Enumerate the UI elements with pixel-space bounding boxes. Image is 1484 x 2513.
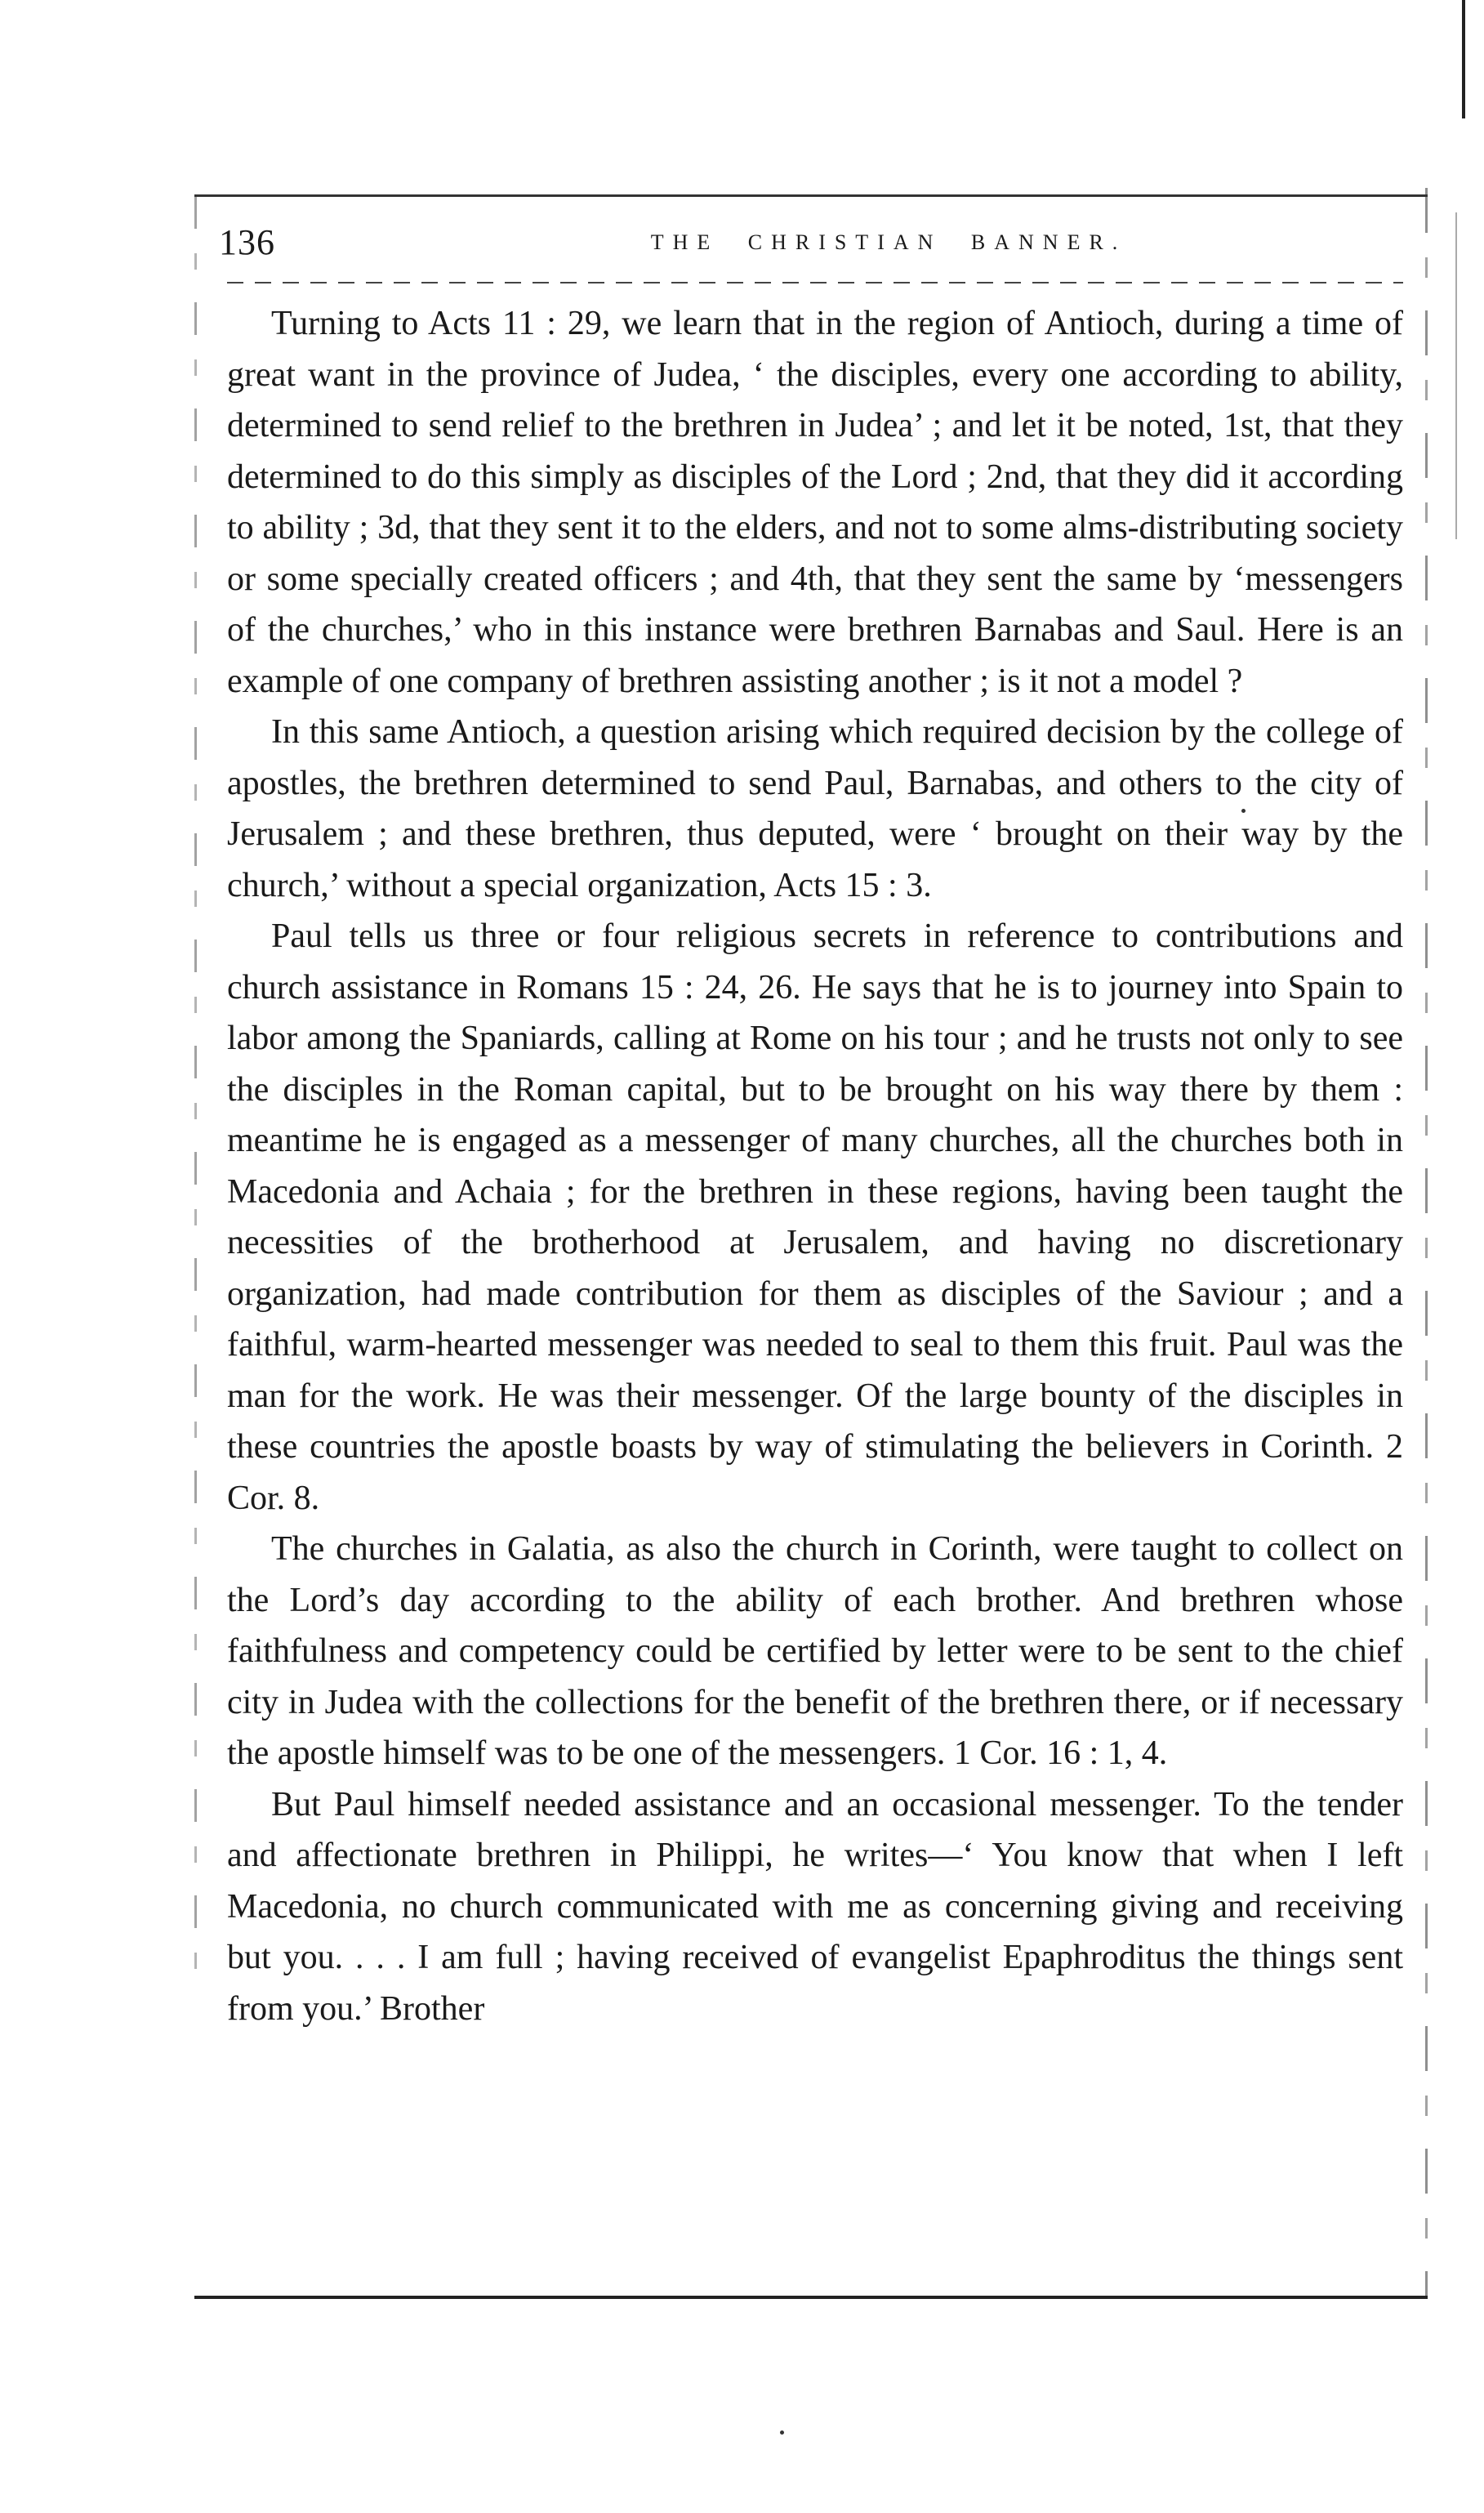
scan-edge-mark: [1462, 0, 1465, 118]
paragraph-galatia: The churches in Galatia, as also the church in Corinth, were taught to collect on the Lord’s day according to the ability of each brother. And brethren whose faithfulness and competency could be certified by letter were to be sent to the chief city in Judea with the collections for the benefit of the brethren there, or if necessary the apostle himself was to be one of the messengers. 1 Cor. 16 : 1, 4.: [227, 1530, 1403, 1772]
paragraph-philippi: But Paul himself needed assistance and an occasional messenger. To the tender and affectionate brethren in Philippi, he writes—‘ You know that when I left Macedonia, no church communicated with me as concerning giving and receiving but you. . . . I am full ; having received of evangelist Epaphroditus the things sent from you.’ Brother: [227, 1785, 1403, 2028]
paragraph-romans-15: Paul tells us three or four religious secrets in reference to contributions and church assistance in Romans 15 : 24, 26. He says that he is to journey into Spain to labor among the Spaniards, calling at Rome on his tour ; and he trusts not only to see the disciples in the Roman capital, but to be brought on his way there by them : meantime he is engaged as a messenger of many churches, all the churches both in Macedonia and Achaia ; for the brethren in these regions, having been taught the necessities of the brotherhood at Jerusalem, and having no discretionary organization, had made contribution for them as disciples of the Saviour ; and a faithful, warm-hearted messenger was needed to seal to them this fruit. Paul was the man for the work. He was their messenger. Of the large bounty of the disciples in these countries the apostle boasts by way of stimulating the believers in Corinth. 2 Cor. 8.: [227, 917, 1403, 1517]
bottom-rule: [194, 2296, 1428, 2299]
left-margin-rule: [194, 196, 197, 1993]
top-rule: [194, 194, 1428, 197]
page-number: 136: [219, 222, 275, 262]
right-margin-rule: [1425, 188, 1428, 2296]
running-head: [219, 214, 1411, 271]
right-outer-margin-rule: [1455, 212, 1457, 539]
paragraph-antioch: In this same Antioch, a question arising which required decision by the college of apostles, the brethren determined to send Paul, Barnabas, and others to the city of Jerusalem ; and these brethren, thus deputed, were ‘ brought on their way by the church,’ without a special organization, Acts 15 : 3.: [227, 713, 1403, 904]
article-body: [227, 298, 1403, 2034]
ink-speck: [1241, 809, 1246, 813]
running-title: THE CHRISTIAN BANNER.: [650, 230, 1127, 254]
paragraph-acts-11: Turning to Acts 11 : 29, we learn that in the region of Antioch, during a time of great want in the province of Judea, ‘ the disciples, every one according to ability, determined to send relief to the brethren in Judea’ ; and let it be noted, 1st, that they determined to do this simply as disciples of the Lord ; 2nd, that they did it according to ability ; 3d, that they sent it to the elders, and not to some alms-distributing society or some specially created officers ; and 4th, that they sent the same by ‘messengers of the churches,’ who in this instance were brethren Barnabas and Saul. Here is an example of one company of brethren assisting another ; is it not a model ?: [227, 305, 1403, 700]
header-dashed-rule: [227, 282, 1403, 283]
ink-speck: [780, 2430, 784, 2435]
